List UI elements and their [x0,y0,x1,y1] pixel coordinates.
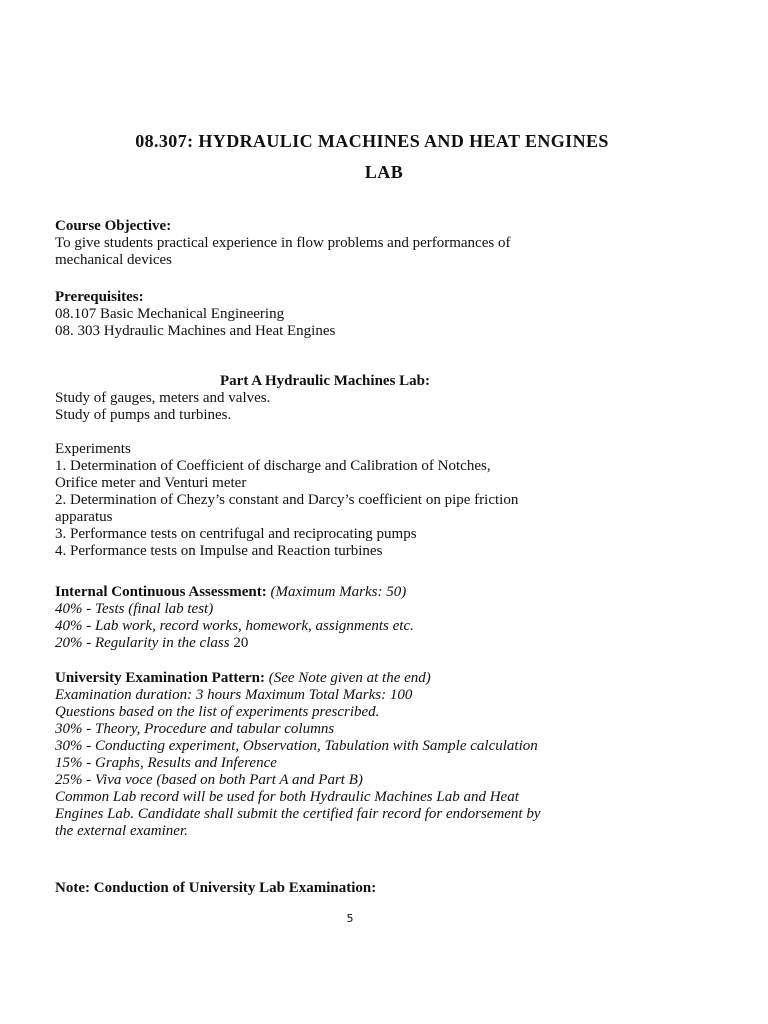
university-exam-section [55,670,655,840]
exam-line: the external examiner. [55,823,188,839]
assessment-line: 40% - Tests (final lab test) [55,601,214,617]
university-exam-heading-line [55,670,655,687]
page-number: 5 [346,912,354,925]
course-title-continued: LAB [364,162,404,182]
experiment-line: 2. Determination of Chezy’s constant and Darcy’s coefficient on pipe friction [55,492,519,508]
prerequisite-item: 08.107 Basic Mechanical Engineering [55,306,285,322]
part-a-section [55,373,655,424]
course-objective-section [55,218,655,269]
internal-assessment-section [55,584,655,652]
experiment-line: 3. Performance tests on centrifugal and reciprocating pumps [55,526,417,542]
internal-assessment-heading: Internal Continuous Assessment: [55,584,267,600]
exam-line: 30% - Conducting experiment, Observation, Tabulation with Sample calculation [55,738,538,754]
experiment-line: Orifice meter and Venturi meter [55,475,247,491]
exam-line: Engines Lab. Candidate shall submit the certified fair record for endorsement by [55,806,541,822]
experiment-line: apparatus [55,509,113,525]
objective-line: mechanical devices [55,252,173,268]
assessment-line-plain: 20 [229,635,249,651]
assessment-line [55,635,655,652]
prerequisite-item: 08. 303 Hydraulic Machines and Heat Engines [55,323,336,339]
assessment-line: 40% - Lab work, record works, homework, assignments etc. [55,618,414,634]
exam-line: 30% - Theory, Procedure and tabular columns [55,721,335,737]
university-exam-note: (See Note given at the end) [268,670,431,686]
exam-line: Questions based on the list of experiments prescribed. [55,704,380,720]
assessment-line-italic: 20% - Regularity in the class [55,635,230,651]
exam-line: 25% - Viva voce (based on both Part A and Part B) [55,772,363,788]
prerequisites-heading: Prerequisites: [55,289,144,305]
prerequisites-section [55,289,655,340]
part-a-heading: Part A Hydraulic Machines Lab: [220,373,430,389]
note-heading: Note: Conduction of University Lab Examination: [55,880,377,896]
exam-line: 15% - Graphs, Results and Inference [55,755,277,771]
course-objective-heading: Course Objective: [55,218,172,234]
experiments-heading: Experiments [55,441,131,457]
experiment-line: 1. Determination of Coefficient of discharge and Calibration of Notches, [55,458,491,474]
part-a-line: Study of pumps and turbines. [55,407,232,423]
experiment-line: 4. Performance tests on Impulse and Reaction turbines [55,543,383,559]
course-title: 08.307: HYDRAULIC MACHINES AND HEAT ENGINES [135,131,609,151]
part-a-line: Study of gauges, meters and valves. [55,390,271,406]
internal-assessment-max-marks: (Maximum Marks: 50) [270,584,407,600]
objective-line: To give students practical experience in flow problems and performances of [55,235,511,251]
exam-line: Examination duration: 3 hours Maximum Total Marks: 100 [55,687,413,703]
internal-assessment-heading-line [55,584,655,601]
university-exam-heading: University Examination Pattern: [55,670,265,686]
experiments-section [55,441,655,560]
exam-line: Common Lab record will be used for both Hydraulic Machines Lab and Heat [55,789,519,805]
